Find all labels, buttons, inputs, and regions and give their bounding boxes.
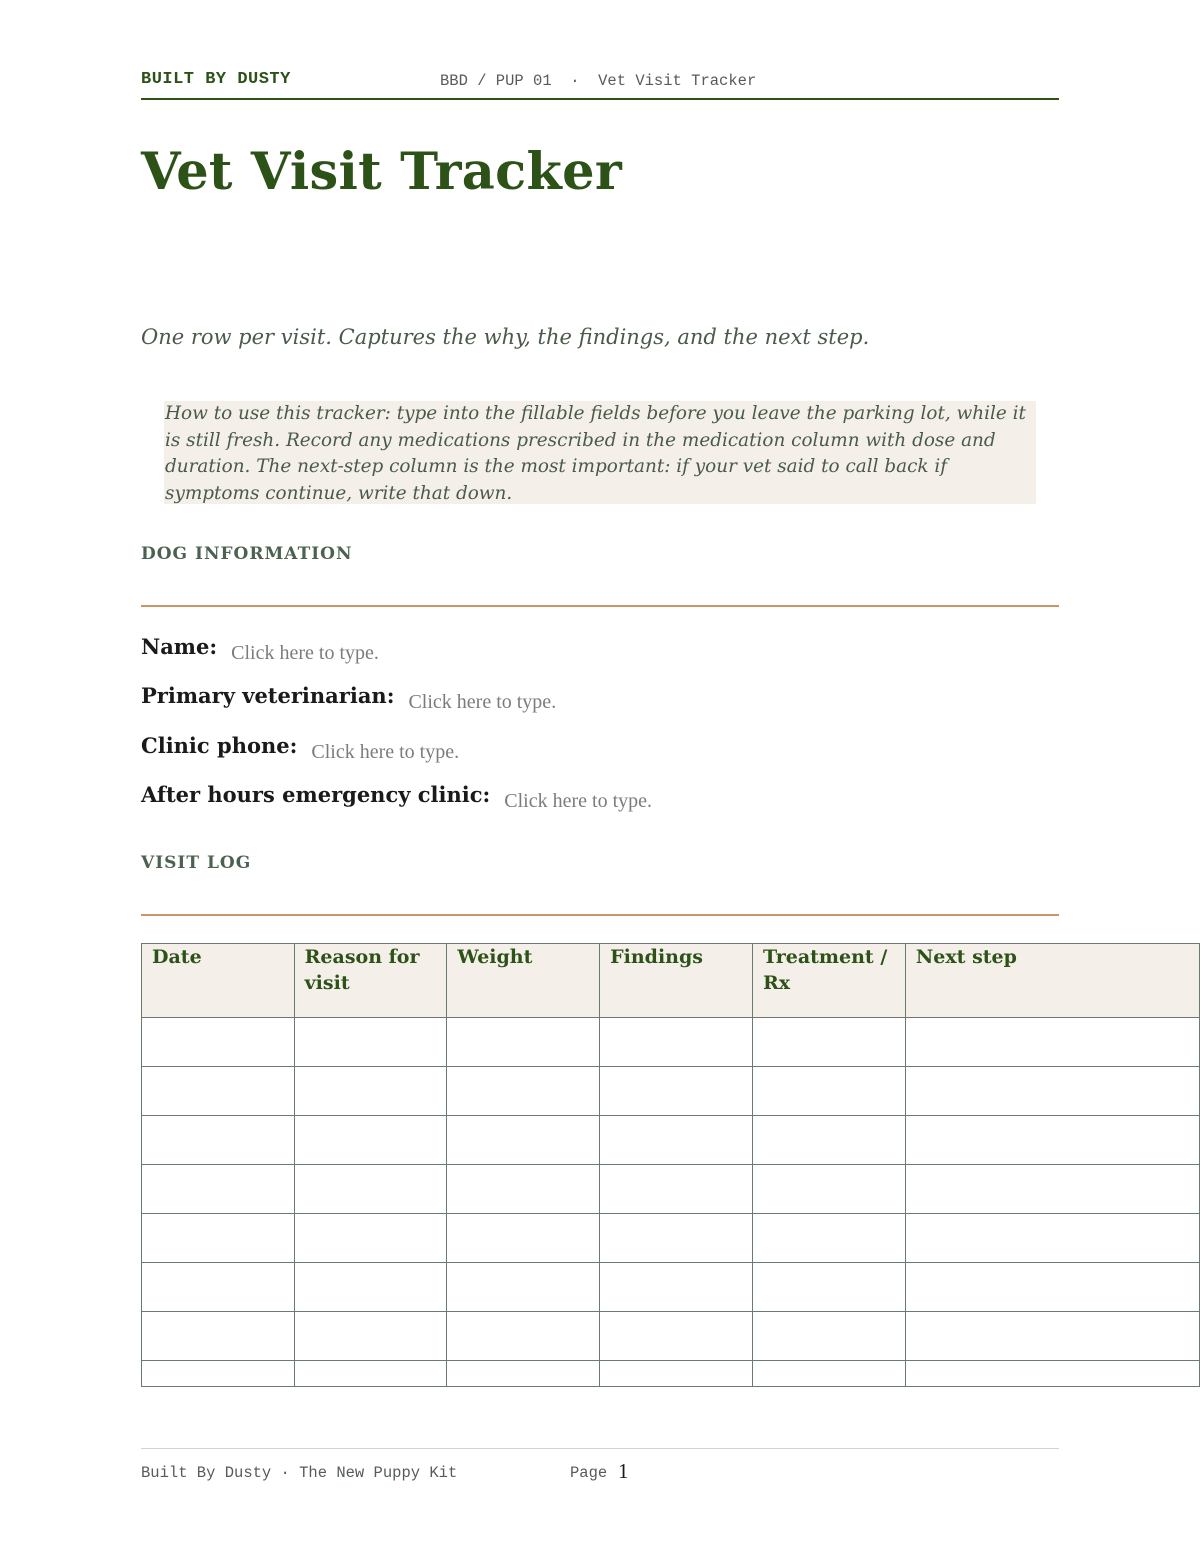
name-field[interactable] <box>231 642 531 665</box>
table-row <box>142 1067 1200 1116</box>
table-cell[interactable] <box>447 1018 600 1067</box>
column-header-weight: Weight <box>447 944 600 1018</box>
table-cell[interactable] <box>294 1018 447 1067</box>
table-row <box>142 1312 1200 1361</box>
table-cell[interactable] <box>905 1067 1199 1116</box>
table-row <box>142 1116 1200 1165</box>
field-label-clinic-phone: Clinic phone: <box>141 733 298 758</box>
table-row <box>142 1018 1200 1067</box>
table-cell[interactable] <box>905 1361 1199 1387</box>
table-header-row <box>142 944 1200 1018</box>
visit-log-body <box>142 1018 1200 1387</box>
table-cell[interactable] <box>142 1067 295 1116</box>
table-cell[interactable] <box>905 1165 1199 1214</box>
table-cell[interactable] <box>294 1067 447 1116</box>
table-cell[interactable] <box>294 1116 447 1165</box>
table-cell[interactable] <box>447 1067 600 1116</box>
section-rule-visit-log <box>141 914 1059 916</box>
column-header-findings: Findings <box>600 944 753 1018</box>
table-cell[interactable] <box>142 1312 295 1361</box>
table-cell[interactable] <box>447 1263 600 1312</box>
column-header-reason: Reason for visit <box>294 944 447 1018</box>
table-cell[interactable] <box>294 1165 447 1214</box>
table-cell[interactable] <box>752 1361 905 1387</box>
column-header-next-step: Next step <box>905 944 1199 1018</box>
page-title: Vet Visit Tracker <box>141 142 623 202</box>
column-header-date: Date <box>142 944 295 1018</box>
field-row-name <box>141 634 531 660</box>
table-cell[interactable] <box>447 1116 600 1165</box>
table-cell[interactable] <box>752 1067 905 1116</box>
table-cell[interactable] <box>600 1067 753 1116</box>
table-cell[interactable] <box>905 1312 1199 1361</box>
header-brand: BUILT BY DUSTY <box>141 70 291 89</box>
header-doc-id: BBD / PUP 01 · Vet Visit Tracker <box>440 72 757 90</box>
page-subtitle: One row per visit. Captures the why, the findings, and the next step. <box>141 325 870 349</box>
table-cell[interactable] <box>905 1018 1199 1067</box>
visit-log-table <box>141 943 1200 1387</box>
table-cell[interactable] <box>447 1361 600 1387</box>
section-heading-dog-info: DOG INFORMATION <box>141 544 353 564</box>
table-cell[interactable] <box>142 1116 295 1165</box>
table-cell[interactable] <box>905 1116 1199 1165</box>
footer-text: Built By Dusty · The New Puppy Kit <box>141 1464 458 1482</box>
veterinarian-field[interactable] <box>408 691 708 714</box>
table-cell[interactable] <box>142 1361 295 1387</box>
field-label-name: Name: <box>141 634 218 659</box>
table-cell[interactable] <box>294 1312 447 1361</box>
table-cell[interactable] <box>905 1214 1199 1263</box>
table-cell[interactable] <box>142 1214 295 1263</box>
table-row <box>142 1361 1200 1387</box>
table-cell[interactable] <box>905 1263 1199 1312</box>
table-cell[interactable] <box>142 1263 295 1312</box>
table-cell[interactable] <box>294 1263 447 1312</box>
field-row-emergency-clinic <box>141 782 804 808</box>
table-cell[interactable] <box>294 1214 447 1263</box>
clinic-phone-field[interactable] <box>311 741 611 764</box>
field-row-clinic-phone <box>141 733 611 759</box>
table-cell[interactable] <box>752 1312 905 1361</box>
table-cell[interactable] <box>600 1263 753 1312</box>
table-cell[interactable] <box>447 1214 600 1263</box>
table-cell[interactable] <box>752 1018 905 1067</box>
table-cell[interactable] <box>600 1361 753 1387</box>
table-row <box>142 1214 1200 1263</box>
footer-page-number: 1 <box>618 1459 629 1483</box>
howto-note: How to use this tracker: type into the fillable fields before you leave the parking lot, while it is still fresh. Record any medications prescribed in the medication column with dose and duration. The next-step column is the most important: if your vet said to call back if symptoms continue, write that down. <box>164 401 1036 504</box>
table-cell[interactable] <box>142 1018 295 1067</box>
footer-page-label: Page <box>570 1464 608 1482</box>
table-cell[interactable] <box>752 1116 905 1165</box>
table-cell[interactable] <box>752 1165 905 1214</box>
section-heading-visit-log: VISIT LOG <box>141 853 252 873</box>
table-cell[interactable] <box>600 1214 753 1263</box>
emergency-clinic-field[interactable] <box>504 790 804 813</box>
field-label-emergency-clinic: After hours emergency clinic: <box>141 782 491 807</box>
table-cell[interactable] <box>600 1116 753 1165</box>
table-cell[interactable] <box>752 1263 905 1312</box>
section-rule-dog-info <box>141 605 1059 607</box>
field-row-veterinarian <box>141 683 708 709</box>
column-header-treatment: Treatment / Rx <box>752 944 905 1018</box>
table-cell[interactable] <box>600 1312 753 1361</box>
table-cell[interactable] <box>600 1165 753 1214</box>
table-cell[interactable] <box>294 1361 447 1387</box>
table-row <box>142 1165 1200 1214</box>
table-cell[interactable] <box>752 1214 905 1263</box>
table-cell[interactable] <box>447 1312 600 1361</box>
field-label-veterinarian: Primary veterinarian: <box>141 683 395 708</box>
header-rule <box>141 98 1059 100</box>
footer-rule <box>141 1448 1059 1449</box>
table-cell[interactable] <box>142 1165 295 1214</box>
table-cell[interactable] <box>447 1165 600 1214</box>
table-row <box>142 1263 1200 1312</box>
table-cell[interactable] <box>600 1018 753 1067</box>
